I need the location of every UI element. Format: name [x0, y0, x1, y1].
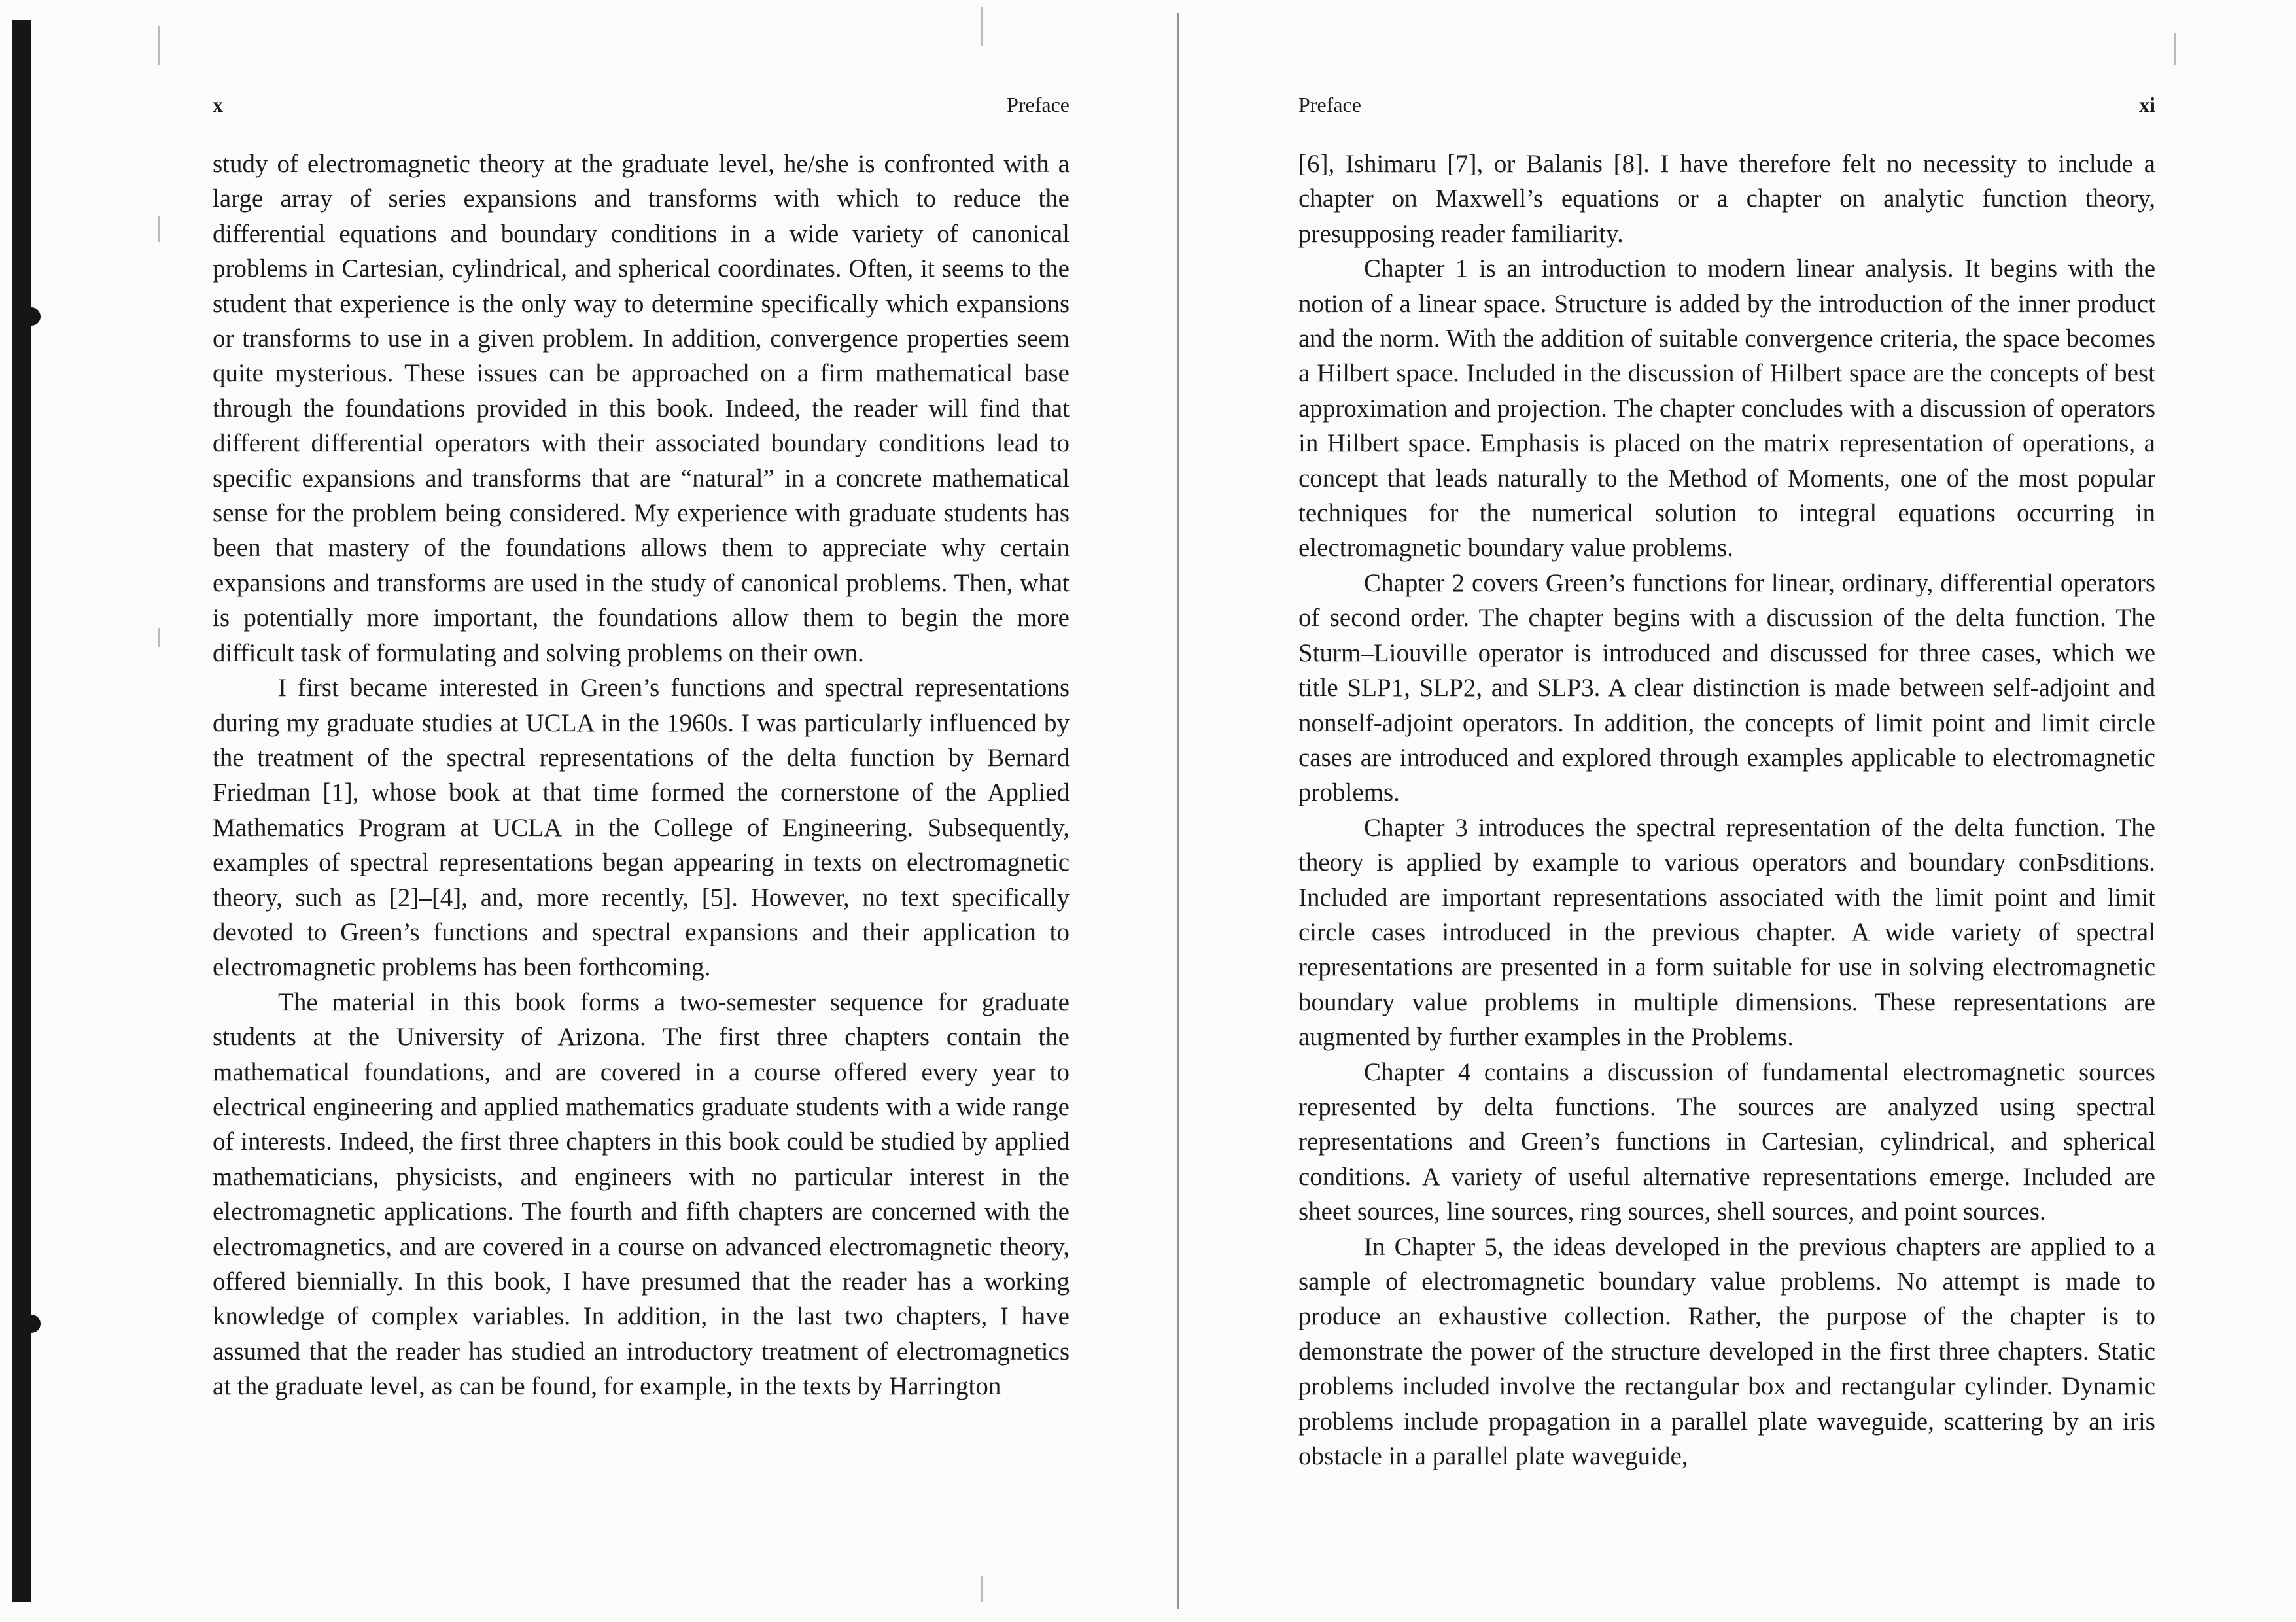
- right-paragraph-2: Chapter 1 is an introduction to modern linear analysis. It begins with the notion of a linear space. Structure is added by the introduction of the inner product and the norm. With the addition of suitable convergence criteria, the space becomes a Hilbert space. Included in the discussion of Hilbert space are the concepts of best approximation and projection. The chapter concludes with a discussion of operators in Hilbert space. Emphasis is placed on the matrix representation of operations, a concept that leads naturally to the Method of Moments, one of the most popular techniques for the numerical solution to integral equations occurring in electromagnetic boundary value problems.: [1298, 254, 2155, 562]
- binding-notch-upper: [31, 307, 41, 326]
- binding-edge: [12, 20, 31, 1602]
- scan-artifact: [158, 26, 160, 65]
- right-running-head: [1298, 93, 2155, 126]
- left-page: [213, 0, 1070, 1622]
- left-page-number: x: [213, 93, 223, 116]
- right-running-title: Preface: [1298, 93, 1361, 116]
- left-paragraph-1: study of electromagnetic theory at the graduate level, he/she is confronted with a large array of series expansions and transforms with which to reduce the differential equations and boundary conditions in a wide variety of canonical problems in Cartesian, cylindrical, and spherical coordinates. Often, it seems to the student that experience is the only way to determine specifically which expansions or transforms to use in a given problem. In addition, convergence properties seem quite mysterious. These issues can be approached on a firm mathematical base through the foundations provided in this book. Indeed, the reader will find that different differential operators with their associated boundary conditions lead to specific expansions and transforms that are “natural” in a concrete mathematical sense for the problem being considered. My experience with graduate students has been that mastery of the foundations allows them to appreciate why certain expansions and transforms are used in the study of canonical problems. Then, what is potentially more important, the foundations allow them to begin the more difficult task of formulating and solving problems on their own.: [213, 150, 1070, 667]
- left-running-title: Preface: [1007, 93, 1070, 116]
- left-running-head: [213, 93, 1070, 126]
- right-body-text: [1298, 147, 2155, 1474]
- right-paragraph-6: In Chapter 5, the ideas developed in the previous chapters are applied to a sample of electromagnetic boundary value problems. No attempt is made to produce an exhaustive collection. Rather, the purpose of the chapter is to demonstrate the power of the structure developed in the first three chapters. Static problems included involve the rectangular box and rectangular cylinder. Dynamic problems include propagation in a parallel plate waveguide, scattering by an iris obstacle in a parallel plate waveguide,: [1298, 1232, 2155, 1471]
- right-paragraph-5: Chapter 4 contains a discussion of fundamental electromagnetic sources represented by delta functions. The sources are analyzed using spectral representations and Green’s functions in Cartesian, cylindrical, and spherical conditions. A variety of useful alternative representations emerge. Included are sheet sources, line sources, ring sources, shell sources, and point sources.: [1298, 1058, 2155, 1226]
- right-paragraph-1: [6], Ishimaru [7], or Balanis [8]. I have therefore felt no necessity to include a chapter on Maxwell’s equations or a chapter on analytic function theory, presupposing reader familiarity.: [1298, 150, 2155, 248]
- right-paragraph-4: Chapter 3 introduces the spectral representation of the delta function. The theory is applied by example to various operators and boundary conÞsditions. Included are important representations associated with the limit point and limit circle cases introduced in the previous chapter. A wide variety of spectral representations are presented in a form suitable for use in solving electromagnetic boundary value problems in multiple dimensions. These representations are augmented by further examples in the Problems.: [1298, 813, 2155, 1052]
- scan-artifact: [2174, 33, 2176, 65]
- left-body-text: [213, 147, 1070, 1404]
- right-page: [1298, 0, 2155, 1622]
- binding-notch-lower: [31, 1315, 41, 1333]
- left-paragraph-2: I first became interested in Green’s functions and spectral representations during my graduate studies at UCLA in the 1960s. I was particularly influenced by the treatment of the spectral representations of the delta function by Bernard Friedman [1], whose book at that time formed the cornerstone of the Applied Mathematics Program at UCLA in the College of Engineering. Subsequently, examples of spectral representations began appearing in texts on electromagnetic theory, such as [2]–[4], and, more recently, [5]. However, no text specifically devoted to Green’s functions and spectral expansions and their application to electromagnetic problems has been forthcoming.: [213, 674, 1070, 982]
- scan-artifact: [158, 216, 160, 242]
- left-paragraph-3: The material in this book forms a two-semester sequence for graduate students at the University of Arizona. The first three chapters contain the mathematical foundations, and are covered in a course offered every year to electrical engineering and applied mathematics graduate students with a wide range of interests. Indeed, the first three chapters in this book could be studied by applied mathematicians, physicists, and engineers with no particular interest in the electromagnetic applications. The fourth and fifth chapters are concerned with the electromagnetics, and are covered in a course on advanced electromagnetic theory, offered biennially. In this book, I have presumed that the reader has a working knowledge of complex variables. In addition, in the last two chapters, I have assumed that the reader has studied an introductory treatment of electromagnetics at the graduate level, as can be found, for example, in the texts by Harrington: [213, 988, 1070, 1401]
- page-gutter: [1177, 13, 1179, 1609]
- right-page-number: xi: [2139, 93, 2155, 116]
- scan-artifact: [158, 628, 160, 647]
- right-paragraph-3: Chapter 2 covers Green’s functions for linear, ordinary, differential operators of second order. The chapter begins with a discussion of the delta function. The Sturm–Liouville operator is introduced and discussed for three cases, which we title SLP1, SLP2, and SLP3. A clear distinction is made between self-adjoint and nonself-adjoint operators. In addition, the concepts of limit point and limit circle cases are introduced and explored through examples applicable to electromagnetic problems.: [1298, 568, 2155, 807]
